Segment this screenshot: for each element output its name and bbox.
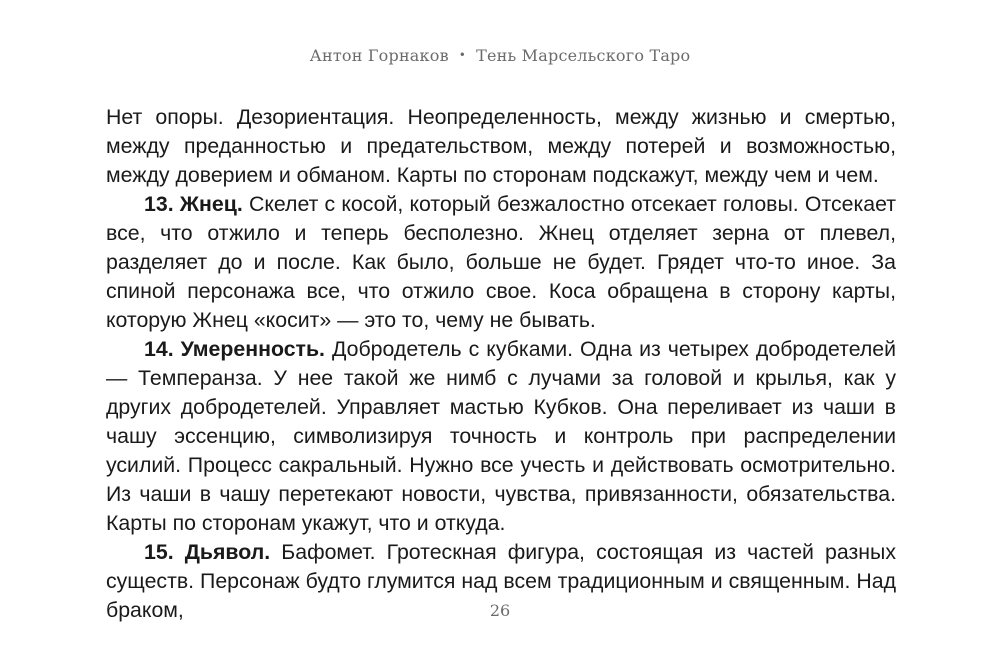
running-header	[0, 46, 1000, 65]
paragraph-text: Нет опоры. Дезориентация. Неопределенность, между жизнью и смертью, между преданностью и предательством, между потерей и возможностью, между доверием и обманом. Карты по сторонам подскажут, между чем и чем.	[106, 105, 896, 187]
paragraph-reaper	[106, 190, 896, 335]
paragraph-text: Добродетель с кубками. Одна из четырех добродетелей — Темперанза. У нее такой же нимб с лучами за головой и крылья, как у других добродетелей. Управляет мастью Кубков. Она переливает из чаши в чашу эссенцию, символизируя точность и контроль при распределении усилий. Процесс сакральный. Нужно все учесть и действовать осмотрительно. Из чаши в чашу перетекают новости, чувства, привязанности, обязательства. Карты по сторонам укажут, что и откуда.	[106, 337, 897, 535]
header-separator: •	[458, 48, 467, 62]
card-term-devil: 15. Дьявол.	[144, 540, 271, 564]
header-author: Антон Горнаков	[309, 46, 449, 65]
paragraph-text: Скелет с косой, который безжалостно отсекает головы. Отсекает все, что отжило и теперь бесполезно. Жнец отделяет зерна от плевел, разделяет до и после. Как было, больше не будет. Грядет что-то иное. За спиной персонажа все, что отжило свое. Коса обращена в сторону карты, которую Жнец «косит» — это то, чему не бывать.	[106, 192, 896, 332]
paragraph-temperance	[106, 335, 896, 538]
header-book-title: Тень Марсельского Таро	[476, 46, 691, 65]
card-term-reaper: 13. Жнец.	[144, 192, 243, 216]
page-body	[106, 103, 896, 625]
paragraph-text: Бафомет. Гротескная фигура, состоящая из частей разных существ. Персонаж будто глумится над всем традиционным и священным. Над браком,	[106, 540, 896, 622]
card-term-temperance: 14. Умеренность.	[144, 337, 325, 361]
page-number: 26	[489, 601, 511, 620]
paragraph-intro	[106, 103, 896, 190]
